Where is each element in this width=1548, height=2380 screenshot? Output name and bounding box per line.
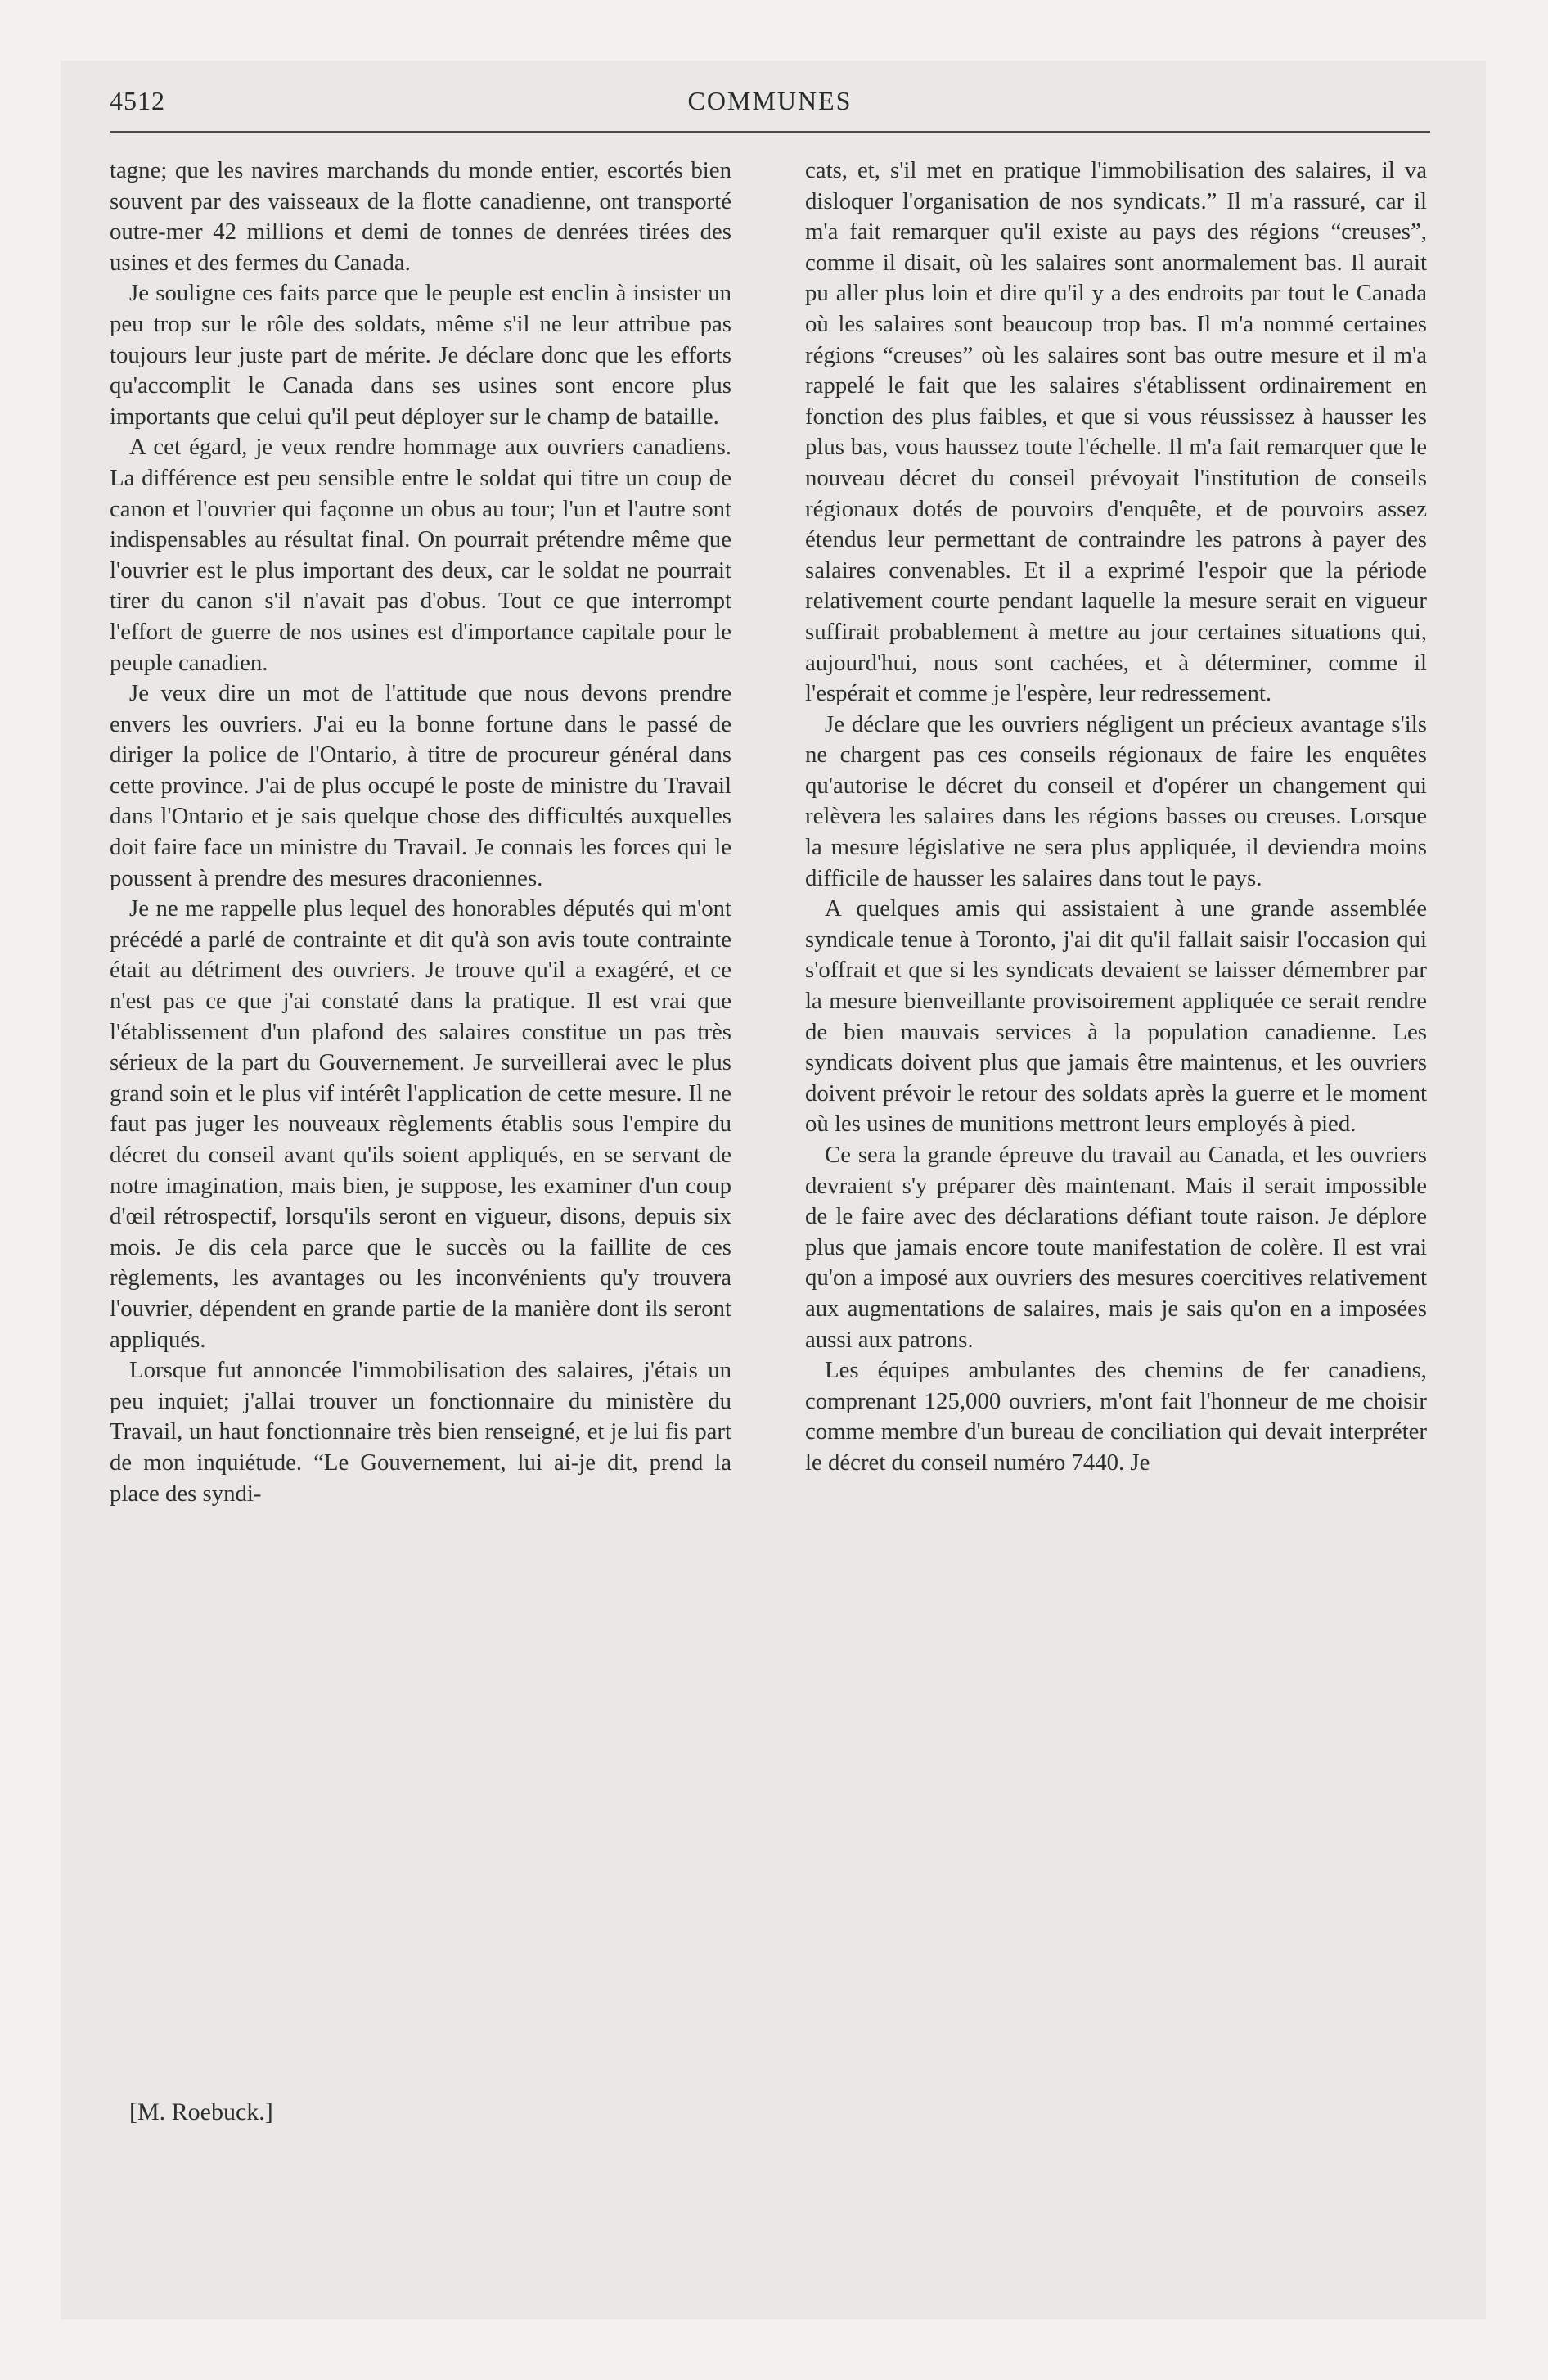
paragraph: Je veux dire un mot de l'attitude que nous devons prendre envers les ouvriers. J'ai eu la bonne fortune dans le passé de diriger la police de l'Ontario, à titre de procureur général dans cette province. J'ai de plus occupé le poste de ministre du Travail dans l'Ontario et je sais quelque chose des difficultés auxquelles doit faire face un ministre du Travail. Je connais les forces qui le poussent à prendre des mesures draconiennes.	[110, 680, 731, 891]
page-header	[110, 86, 1430, 135]
paragraph: Je ne me rappelle plus lequel des honorables députés qui m'ont précédé a parlé de contrainte et dit qu'à son avis toute contrainte était au détriment des ouvriers. Je trouve qu'il a exagéré, et ce n'est pas ce que j'ai constaté dans la pratique. Il est vrai que l'établissement d'un plafond des salaires constitue un pas très sérieux de la part du Gouvernement. Je surveillerai avec le plus grand soin et le plus vif intérêt l'application de cette mesure. Il ne faut pas juger les nouveaux règlements établis sous l'empire du décret du conseil avant qu'ils soient appliqués, en se servant de notre imagination, mais bien, je suppose, les examiner d'un coup d'œil rétrospectif, lorsqu'ils seront en vigueur, disons, depuis six mois. Je dis cela parce que le succès ou la faillite de ces règlements, les avantages ou les inconvénients qu'y trouvera l'ouvrier, dépendent en grande partie de la manière dont ils seront appliqués.	[110, 895, 731, 1353]
paragraph: tagne; que les navires marchands du monde entier, escortés bien souvent par des vaisseaux de la flotte canadienne, ont transporté outre-mer 42 millions et demi de tonnes de denrées tirées des usines et des fermes du Canada.	[110, 157, 731, 276]
paragraph: Lorsque fut annoncée l'immobilisation des salaires, j'étais un peu inquiet; j'allai trouver un fonctionnaire du ministère du Travail, un haut fonctionnaire très bien renseigné, et je lui fis part de mon inquiétude. “Le Gouvernement, lui ai-je dit, prend la place des syndi-	[110, 1357, 731, 1507]
running-title: COMMUNES	[687, 86, 853, 115]
paragraph: A cet égard, je veux rendre hommage aux ouvriers canadiens. La différence est peu sensible entre le soldat qui titre un coup de canon et l'ouvrier qui façonne un obus au tour; l'un et l'autre sont indispensables au résultat final. On pourrait prétendre même que l'ouvrier est le plus important des deux, car le soldat ne pourrait tirer du canon s'il n'avait pas d'obus. Tout ce que interrompt l'effort de guerre de nos usines est d'importance capitale pour le peuple canadien.	[110, 434, 731, 676]
paragraph: Les équipes ambulantes des chemins de fer canadiens, comprenant 125,000 ouvriers, m'ont fait l'honneur de me choisir comme membre d'un bureau de conciliation qui devait interpréter le décret du conseil numéro 7440. Je	[805, 1357, 1427, 1476]
paragraph: Je souligne ces faits parce que le peuple est enclin à insister un peu trop sur le rôle des soldats, même s'il ne leur attribue pas toujours leur juste part de mérite. Je déclare donc que les efforts qu'accomplit le Canada dans ses usines sont encore plus importants que celui qu'il peut déployer sur le champ de bataille.	[110, 280, 731, 430]
paragraph: A quelques amis qui assistaient à une grande assemblée syndicale tenue à Toronto, j'ai dit qu'il fallait saisir l'occasion qui s'offrait et que si les syndicats devaient se laisser démembrer par la mesure bienveillante provisoirement appliquée ce serait rendre de bien mauvais services à la population canadienne. Les syndicats doivent plus que jamais être maintenus, et les ouvriers doivent prévoir le retour des soldats après la guerre et le moment où les usines de munitions mettront leurs employés à pied.	[805, 895, 1427, 1138]
header-rule	[110, 131, 1430, 133]
left-column	[110, 156, 731, 1509]
paragraph: cats, et, s'il met en pratique l'immobilisation des salaires, il va disloquer l'organisation de nos syndicats.” Il m'a rassuré, car il m'a fait remarquer qu'il existe au pays des régions “creuses”, comme il disait, où les salaires sont anormalement bas. Il aurait pu aller plus loin et dire qu'il y a des endroits par tout le Canada où les salaires sont beaucoup trop bas. Il m'a nommé certaines régions “creuses” où les salaires sont bas outre mesure et il m'a rappelé le fait que les salaires s'établissent ordinairement en fonction des plus faibles, et que si vous réussissez à hausser les plus bas, vous haussez toute l'échelle. Il m'a fait remarquer que le nouveau décret du conseil prévoyait l'institution de conseils régionaux dotés de pouvoirs d'enquête, et de pouvoirs assez étendus leur permettant de contraindre les patrons à payer des salaires convenables. Et il a exprimé l'espoir que la période relativement courte pendant laquelle la mesure serait en vigueur suffirait probablement à mettre au jour certaines situations qui, aujourd'hui, nous sont cachées, et à déterminer, comme il l'espérait et comme je l'espère, leur redressement.	[805, 157, 1427, 707]
speaker-attribution: [M. Roebuck.]	[129, 2098, 273, 2125]
paragraph: Ce sera la grande épreuve du travail au Canada, et les ouvriers devraient s'y préparer dès maintenant. Mais il serait impossible de le faire avec des déclarations défiant toute raison. Je déplore plus que jamais encore toute manifestation de colère. Il est vrai qu'on a imposé aux ouvriers des mesures coercitives relativement aux augmentations de salaires, mais je sais qu'on en a imposées aussi aux patrons.	[805, 1142, 1427, 1353]
right-column	[805, 156, 1427, 1479]
paragraph: Je déclare que les ouvriers négligent un précieux avantage s'ils ne chargent pas ces conseils régionaux de faire les enquêtes qu'autorise le décret du conseil et d'opérer un changement qui relèvera les salaires dans les régions basses ou creuses. Lorsque la mesure législative ne sera plus appliquée, il deviendra moins difficile de hausser les salaires dans tout le pays.	[805, 710, 1427, 891]
page-number: 4512	[110, 86, 165, 115]
